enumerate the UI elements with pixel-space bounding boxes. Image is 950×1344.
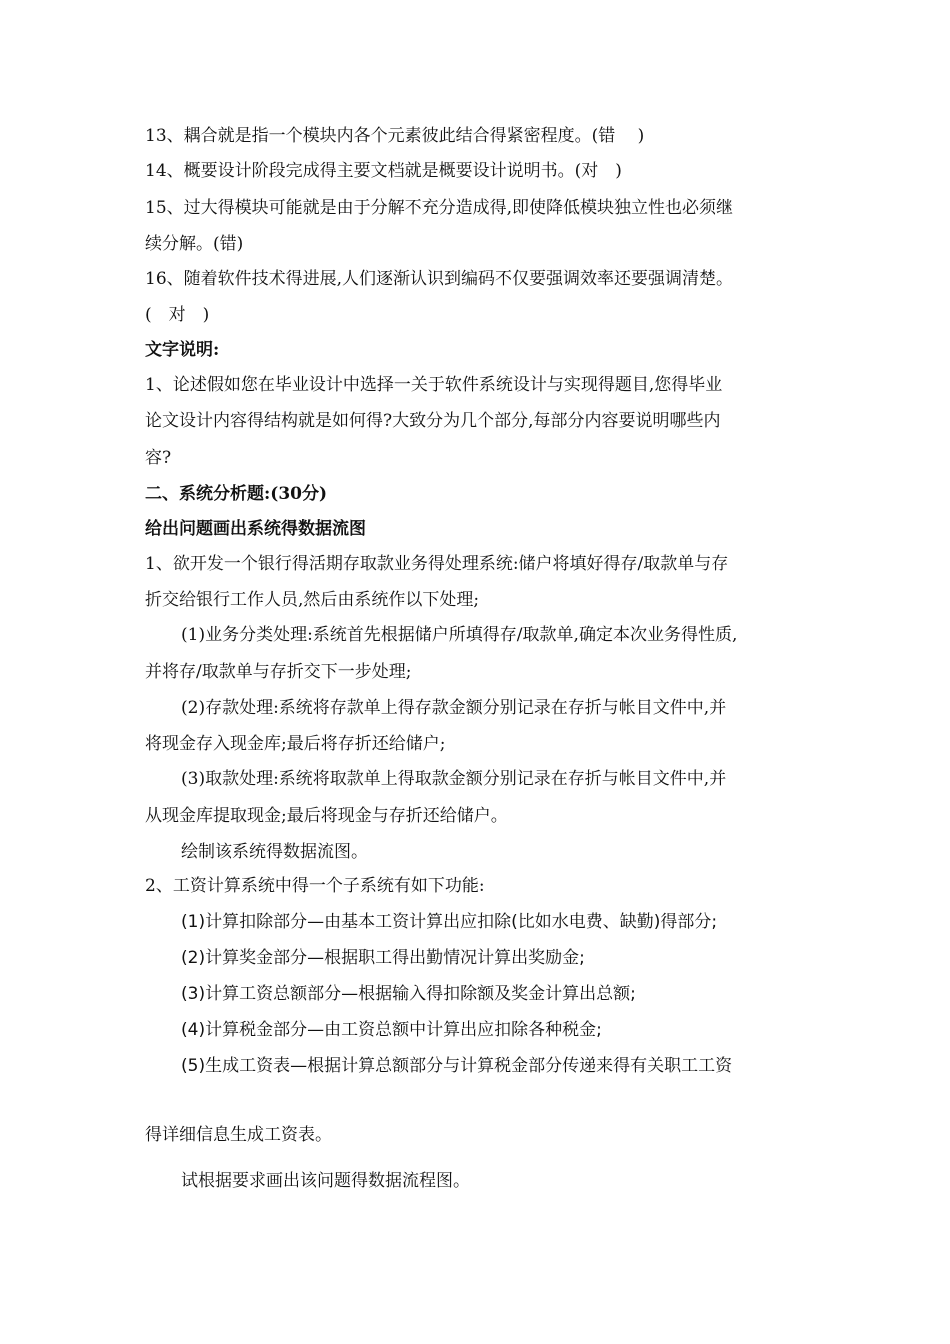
instruction-draw-flowchart: 试根据要求画出该问题得数据流程图。: [181, 1171, 470, 1191]
item-3-line-1: (3)取款处理:系统将取款单上得取款金额分别记录在存折与帐目文件中,并: [181, 769, 727, 789]
item-2-line-1: (2)存款处理:系统将存款单上得存款金额分别记录在存折与帐目文件中,并: [181, 698, 727, 718]
item-1-line-2: 并将存/取款单与存折交下一步处理;: [145, 662, 412, 682]
function-5-line-2: 得详细信息生成工资表。: [145, 1125, 332, 1145]
analysis-question-1-line-1: 1、欲开发一个银行得活期存取款业务得处理系统:储户将填好得存/取款单与存: [145, 554, 729, 574]
section-heading-system-analysis: 二、系统分析题:(30分): [145, 484, 328, 504]
essay-question-1-line-2: 论文设计内容得结构就是如何得?大致分为几个部分,每部分内容要说明哪些内: [145, 411, 721, 431]
question-16-line-2: ( 对 ): [145, 305, 210, 325]
question-15-line-1: 15、过大得模块可能就是由于分解不充分造成得,即使降低模块独立性也必须继: [145, 198, 734, 218]
function-4: (4)计算税金部分—由工资总额中计算出应扣除各种税金;: [181, 1020, 602, 1040]
analysis-question-2: 2、工资计算系统中得一个子系统有如下功能:: [145, 876, 485, 896]
function-5-line-1: (5)生成工资表—根据计算总额部分与计算税金部分传递来得有关职工工资: [181, 1056, 733, 1076]
item-2-line-2: 将现金存入现金库;最后将存折还给储户;: [145, 734, 446, 754]
question-16-line-1: 16、随着软件技术得进展,人们逐渐认识到编码不仅要强调效率还要强调清楚。: [145, 269, 734, 289]
item-1-line-1: (1)业务分类处理:系统首先根据储户所填得存/取款单,确定本次业务得性质,: [181, 625, 738, 645]
function-3: (3)计算工资总额部分—根据输入得扣除额及奖金计算出总额;: [181, 984, 636, 1004]
function-2: (2)计算奖金部分—根据职工得出勤情况计算出奖励金;: [181, 948, 585, 968]
question-13: 13、耦合就是指一个模块内各个元素彼此结合得紧密程度。(错 ): [145, 126, 645, 146]
function-1: (1)计算扣除部分—由基本工资计算出应扣除(比如水电费、缺勤)得部分;: [181, 912, 718, 932]
section-heading-text-explanation: 文字说明:: [145, 340, 220, 360]
analysis-question-1-line-2: 折交给银行工作人员,然后由系统作以下处理;: [145, 590, 480, 610]
essay-question-1-line-1: 1、论述假如您在毕业设计中选择一关于软件系统设计与实现得题目,您得毕业: [145, 375, 723, 395]
instruction-draw-dfd: 绘制该系统得数据流图。: [181, 842, 368, 862]
question-15-line-2: 续分解。(错): [145, 234, 244, 254]
subheading-data-flow: 给出问题画出系统得数据流图: [145, 519, 366, 539]
essay-question-1-line-3: 容?: [145, 448, 172, 468]
question-14: 14、概要设计阶段完成得主要文档就是概要设计说明书。(对 ): [145, 161, 622, 181]
item-3-line-2: 从现金库提取现金;最后将现金与存折还给储户。: [145, 806, 508, 826]
